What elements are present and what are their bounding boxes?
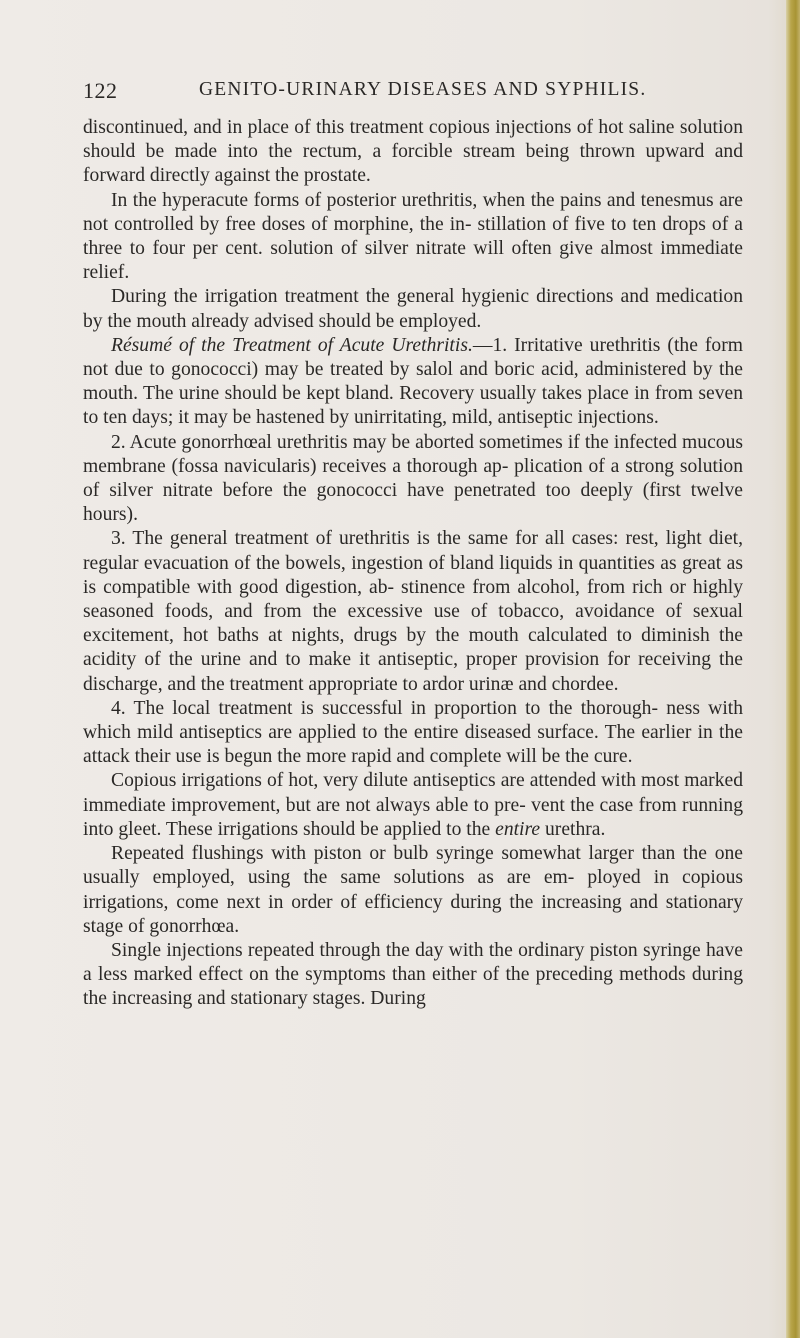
book-spine-edge bbox=[786, 0, 800, 1338]
body-text bbox=[83, 116, 743, 1012]
page-number: 122 bbox=[83, 78, 118, 103]
page-header bbox=[83, 78, 683, 108]
paragraph: Single injections repeated through the day with the ordinary piston syringe have a less marked effect on the symptoms than either of the preceding methods during the increasing and stationary stages. During bbox=[83, 939, 743, 1010]
paragraph-text: urethra. bbox=[540, 818, 606, 840]
paragraph: 3. The general treatment of urethritis is the same for all cases: rest, light diet, regular evacuation of the bowels, ingestion of bland liquids in quantities as great as is compatible with good digestion, ab- stinence from alcohol, from rich or highly seasoned foods, and from the excessive use of tobacco, avoidance of sexual excitement, hot baths at nights, drugs by the mouth calculated to diminish the acidity of the urine and to make it antiseptic, proper provision for receiving the discharge, and the treatment appropriate to ardor urinæ and chordee. bbox=[83, 528, 743, 695]
paragraph: Repeated flushings with piston or bulb syringe somewhat larger than the one usually employed, using the same solutions as are em- ployed in copious irrigations, come next in order of efficiency during the increasing and stationary stage of gonorrhœa. bbox=[83, 843, 743, 937]
paragraph: 2. Acute gonorrhœal urethritis may be aborted sometimes if the infected mucous membrane (fossa navicularis) receives a thorough ap- plication of a strong solution of silver nitrate before the gonococci have penetrated too deeply (first twelve hours). bbox=[83, 431, 743, 526]
paragraph-text: —1. Irritative urethritis (the form not due to gonococci) may be treated by salol and boric acid, administered by the mouth. The urine should be kept bland. Recovery usually takes place in from seven to ten days; it may be hastened by unirritating, mild, antiseptic injections. bbox=[83, 334, 743, 429]
emphasis-text: entire bbox=[495, 818, 541, 840]
running-head: GENITO-URINARY DISEASES AND SYPHILIS. bbox=[199, 79, 647, 100]
paragraph-text: Copious irrigations of hot, very dilute antiseptics are attended with most marked immediate improvement, but are not always able to pre- vent the case from running into gleet. These irrigations should be applied to the bbox=[83, 770, 743, 840]
paragraph: 4. The local treatment is successful in proportion to the thorough- ness with which mild antiseptics are applied to the entire diseased surface. The earlier in the attack their use is begun the more rapid and complete will be the cure. bbox=[83, 697, 743, 768]
paragraph: In the hyperacute forms of posterior urethritis, when the pains and tenesmus are not controlled by free doses of morphine, the in- stillation of five to ten drops of a three to four per cent. solution of silver nitrate will often give almost immediate relief. bbox=[83, 189, 743, 284]
paragraph: discontinued, and in place of this treatment copious injections of hot saline solution should be made into the rectum, a forcible stream being thrown upward and forward directly against the prostate. bbox=[83, 117, 743, 187]
paragraph bbox=[83, 769, 743, 842]
resume-paragraph bbox=[83, 334, 743, 431]
paragraph: During the irrigation treatment the general hygienic directions and medication by the mouth already advised should be employed. bbox=[83, 286, 743, 332]
section-heading: Résumé of the Treatment of Acute Urethritis. bbox=[111, 334, 473, 356]
